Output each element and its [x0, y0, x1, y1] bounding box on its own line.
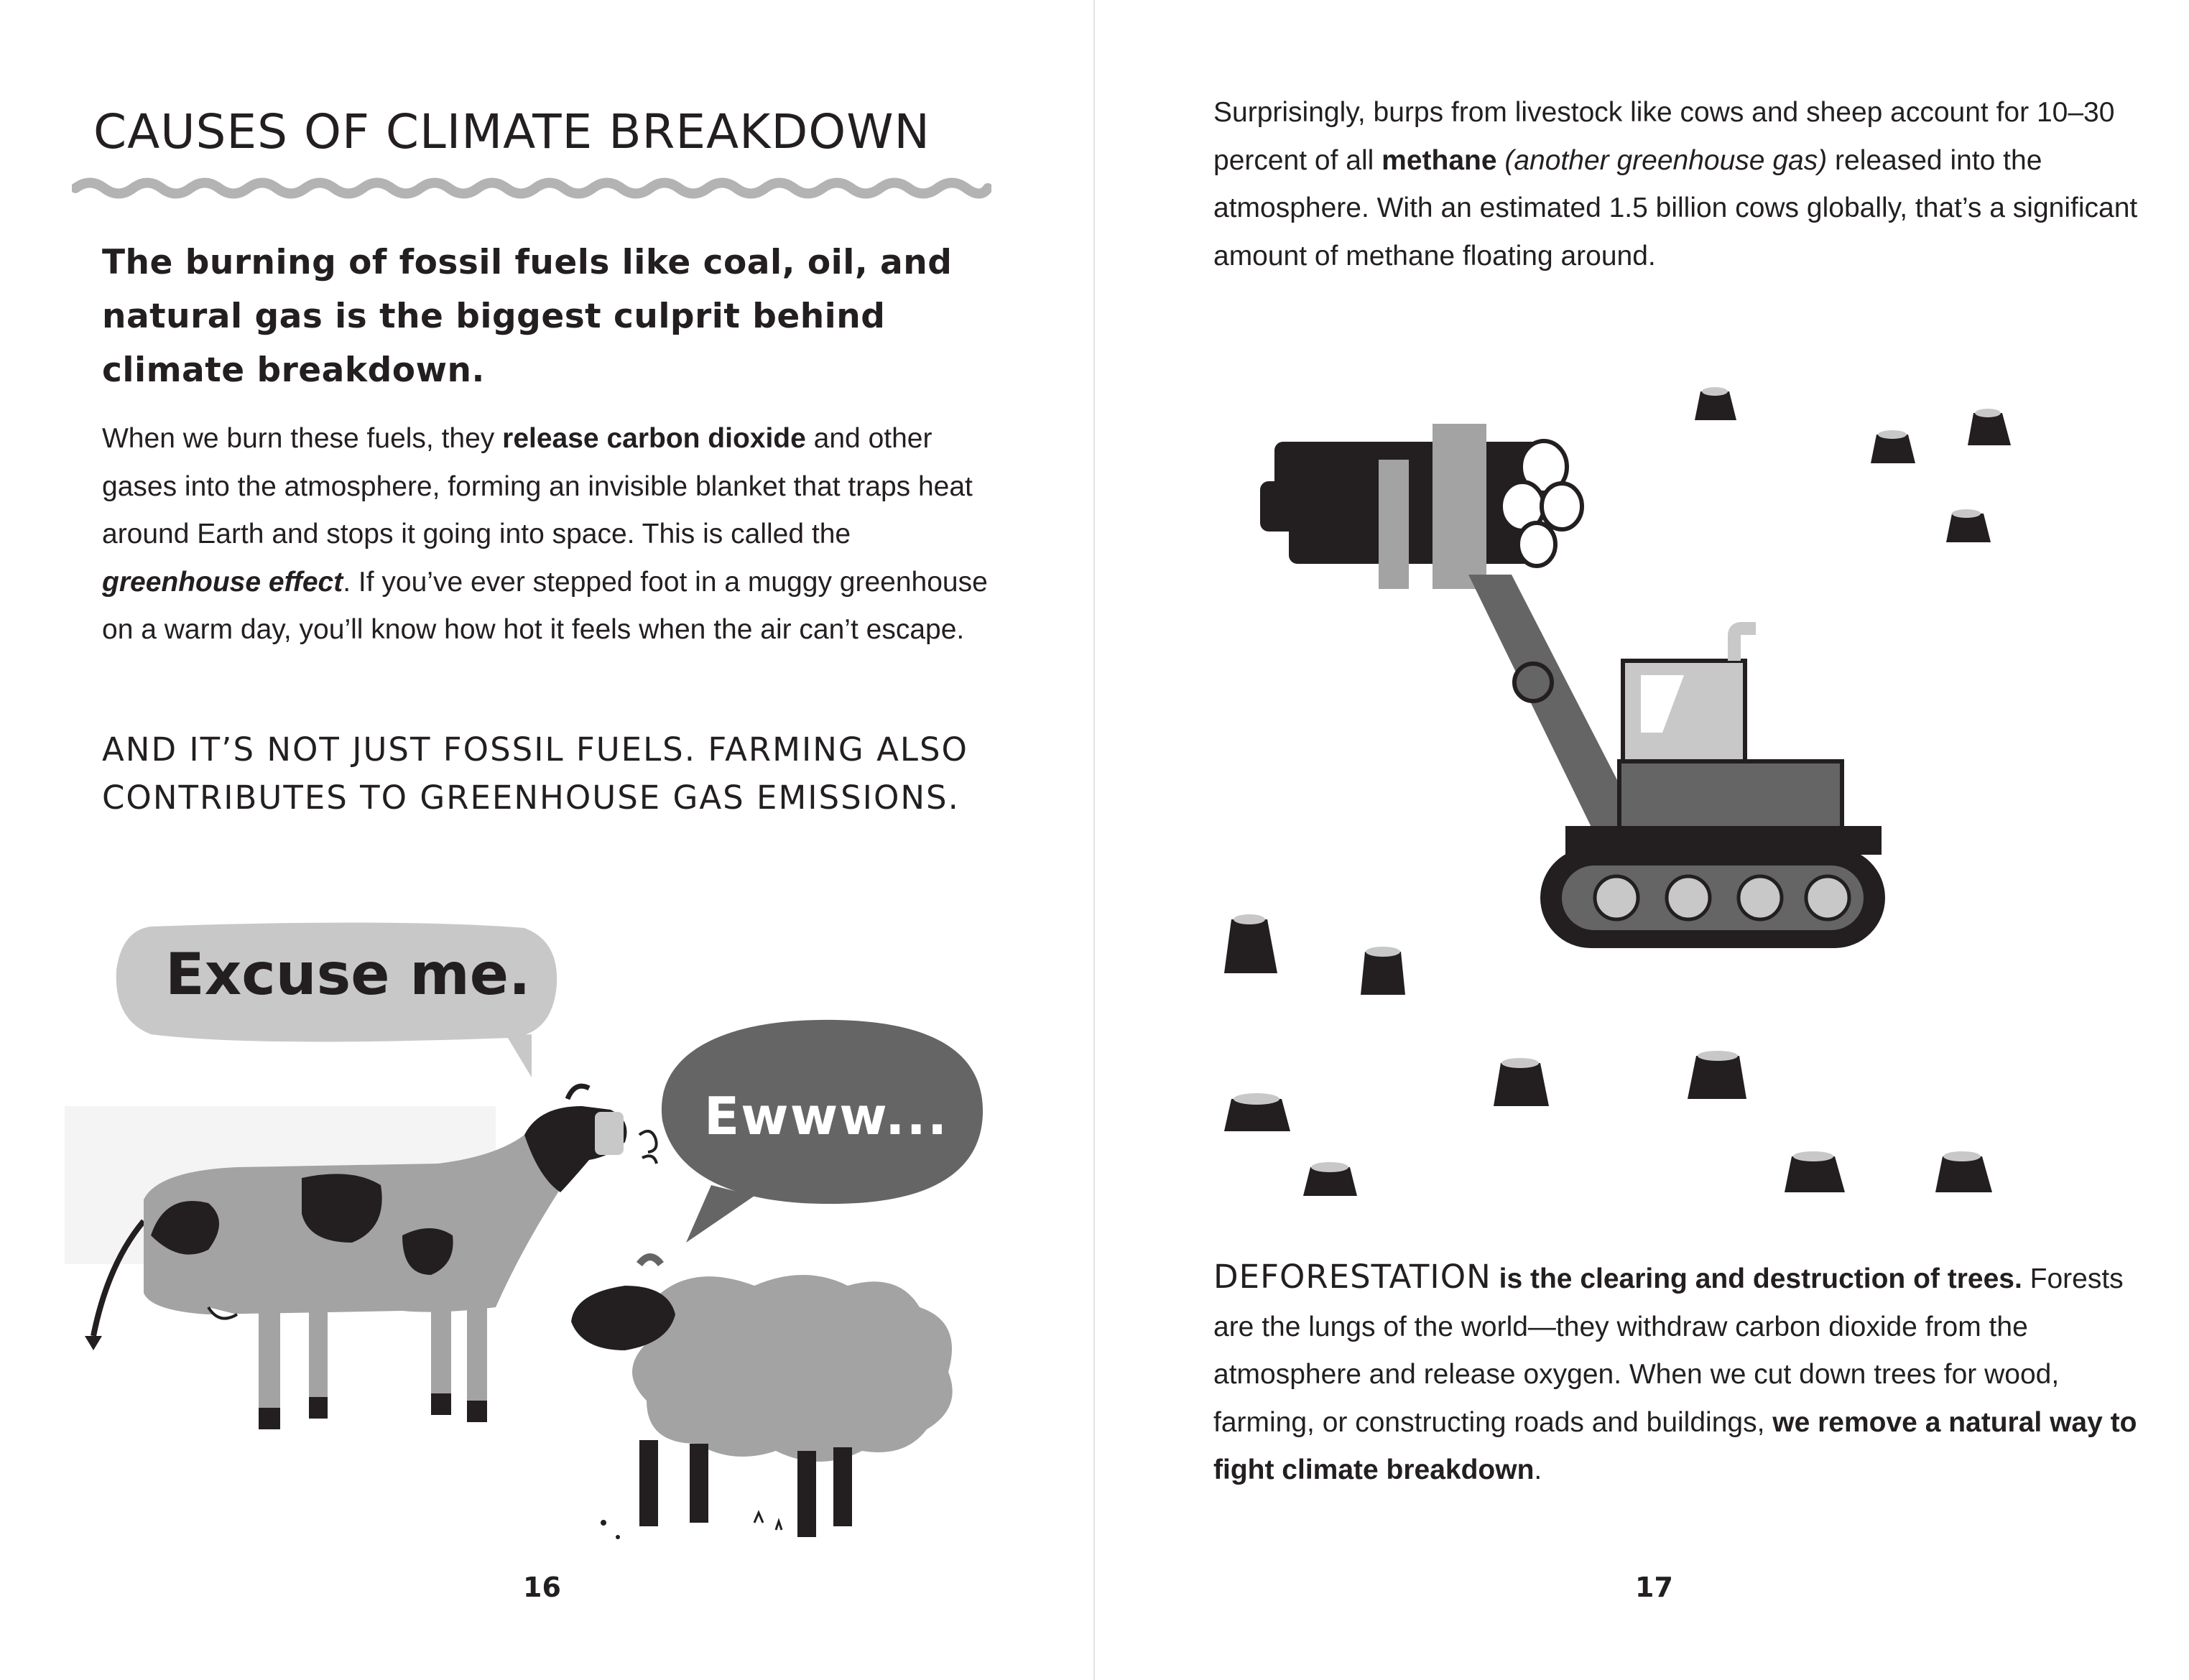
- sheep-illustration: [560, 1235, 991, 1566]
- logging-excavator-illustration: [1095, 359, 2189, 1221]
- page-title: CAUSES OF CLIMATE BREAKDOWN: [93, 104, 930, 159]
- greenhouse-paragraph: When we burn these fuels, they release carbon dioxide and other gases into the atmosphere, forming an invisible blanket that traps heat around Earth and stops it going into space. This is called the greenhouse effect. If you’ve ever stepped foot in a muggy greenhouse on a warm day, you’ll know how hot it feels when the air can’t escape.: [102, 423, 988, 645]
- title-underline-squiggle: [72, 174, 991, 203]
- page-number: 16: [523, 1572, 561, 1603]
- lead-paragraph: The burning of fossil fuels like coal, oil, and natural gas is the biggest culprit behind climate breakdown.: [102, 243, 953, 390]
- page-number: 17: [1635, 1572, 1673, 1603]
- left-page: [0, 0, 1094, 1680]
- cow-speech-text: Excuse me.: [165, 941, 531, 1008]
- sheep-speech-text: Ewww...: [704, 1086, 949, 1146]
- deforestation-paragraph: DEFORESTATION is the clearing and destruction of trees. Forests are the lungs of the world—they withdraw carbon dioxide from the atmosphere and release oxygen. When we cut down trees for wood, farming, or constructing roads and buildings, we remove a natural way to fight climate breakdown.: [1213, 1258, 2137, 1485]
- right-page: [1095, 0, 2189, 1680]
- methane-paragraph: Surprisingly, burps from livestock like cows and sheep account for 10–30 percent of all methane (another greenhouse gas) released into the atmosphere. With an estimated 1.5 billion cows globally, that’s a significant amount of methane floating around.: [1213, 97, 2138, 272]
- farming-callout: AND IT’S NOT JUST FOSSIL FUELS. FARMING ALSO CONTRIBUTES TO GREENHOUSE GAS EMISSIONS.: [102, 730, 968, 817]
